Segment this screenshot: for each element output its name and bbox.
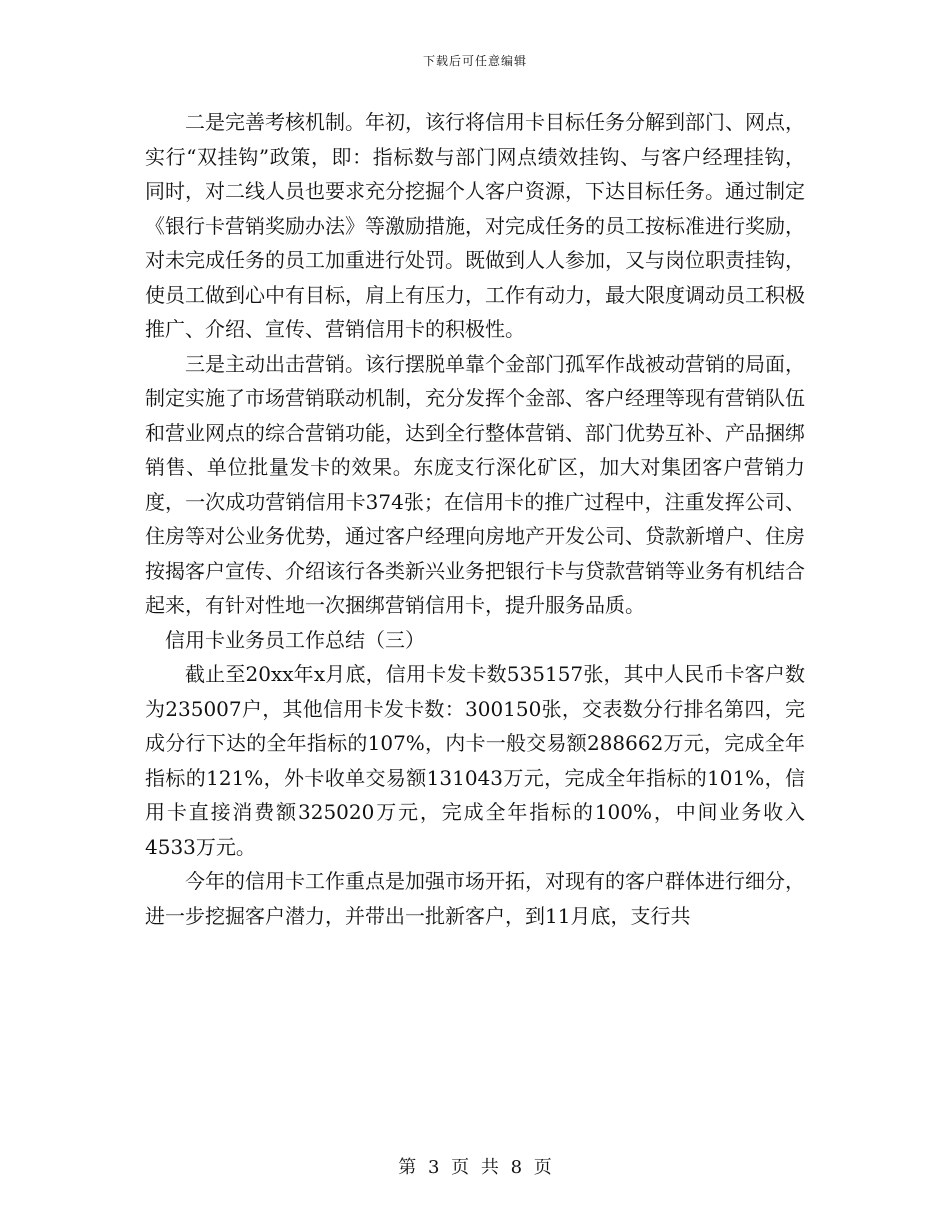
page-header-note: 下载后可任意编辑	[422, 54, 527, 68]
section-subtitle: 信用卡业务员工作总结（三）	[165, 627, 425, 652]
paragraph-active-marketing: 三是主动出击营销。该行摆脱单靠个金部门孤军作战被动营销的局面，制定实施了市场营销联动机制，充分发挥个金部、客户经理等现有营销队伍和营业网点的综合营销功能，达到全行整体营销、部门优势互补、产品捆绑销售、单位批量发卡的效果。东庞支行深化矿区，加大对集团客户营销力度，一次成功营销信用卡374张；在信用卡的推广过程中，注重发挥公司、住房等对公业务优势，通过客户经理向房地产开发公司、贷款新增户、住房按揭客户宣传、介绍该行各类新兴业务把银行卡与贷款营销等业务有机结合起来，有针对性地一次捆绑营销信用卡，提升服务品质。	[145, 351, 805, 617]
document-body	[145, 105, 805, 933]
page-number: 第 3 页 共 8 页	[398, 1157, 552, 1178]
paragraph-assessment-mechanism: 二是完善考核机制。年初，该行将信用卡目标任务分解到部门、网点，实行“双挂钩”政策，即：指标数与部门网点绩效挂钩、与客户经理挂钩，同时，对二线人员也要求充分挖掘个人客户资源，下达目标任务。通过制定《银行卡营销奖励办法》等激励措施，对完成任务的员工按标准进行奖励，对未完成任务的员工加重进行处罚。既做到人人参加，又与岗位职责挂钩，使员工做到心中有目标，肩上有压力，工作有动力，最大限度调动员工积极推广、介绍、宣传、营销信用卡的积极性。	[145, 110, 805, 341]
paragraph-card-statistics: 截止至20xx年x月底，信用卡发卡数535157张，其中人民币卡客户数为235007户，其他信用卡发卡数：300150张，交表数分行排名第四，完成分行下达的全年指标的107%，内卡一般交易额288662万元，完成全年指标的121%，外卡收单交易额131043万元，完成全年指标的101%，信用卡直接消费额325020万元，完成全年指标的100%，中间业务收入4533万元。	[145, 662, 805, 859]
paragraph-work-focus: 今年的信用卡工作重点是加强市场开拓，对现有的客户群体进行细分，进一步挖掘客户潜力，并带出一批新客户，到11月底，支行共	[145, 869, 805, 928]
